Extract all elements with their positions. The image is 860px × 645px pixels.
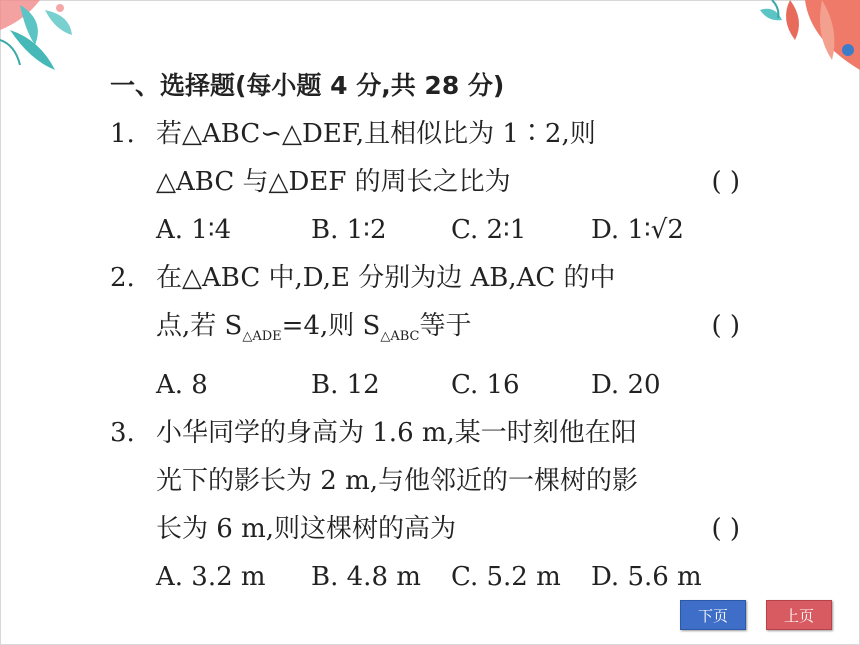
options-row [110,553,750,601]
option-d[interactable]: D. 1∶√2 [591,215,684,245]
floral-decoration-top-right [730,0,860,70]
floral-decoration-top-left [0,0,90,80]
option-b[interactable]: B. 1∶2 [311,215,387,245]
option-b[interactable]: B. 12 [311,370,380,401]
question-1 [110,110,750,254]
question-number: 3. [110,418,135,449]
previous-page-button[interactable]: 上页 [766,600,832,630]
question-text-line: =4,则 S [281,311,381,341]
question-content [110,62,750,601]
question-number: 1. [110,119,135,149]
section-title: 一、选择题(每小题 4 分,共 28 分) [110,71,505,100]
answer-blank[interactable]: ( ) [711,514,740,545]
answer-blank[interactable]: ( ) [711,167,740,197]
question-text-line: 长为 6 m,则这棵树的高为 [156,514,456,545]
answer-blank[interactable]: ( ) [711,311,740,341]
option-b[interactable]: B. 4.8 m [311,562,421,593]
option-c[interactable]: C. 5.2 m [451,562,561,593]
question-2 [110,254,750,409]
question-3 [110,409,750,601]
subscript-abc: △ABC [380,329,420,345]
option-a[interactable]: A. 8 [156,370,208,401]
option-a[interactable]: A. 3.2 m [156,562,266,593]
option-c[interactable]: C. 2∶1 [451,215,527,245]
next-page-button[interactable]: 下页 [680,600,746,630]
option-d[interactable]: D. 5.6 m [591,562,702,593]
question-text-line: 等于 [419,311,472,341]
question-text-line: 点,若 S [156,311,243,341]
question-text-line: 光下的影长为 2 m,与他邻近的一棵树的影 [156,466,638,497]
options-row [110,206,750,254]
question-text-line: 在△ABC 中,D,E 分别为边 AB,AC 的中 [156,263,616,293]
option-d[interactable]: D. 20 [591,370,661,401]
options-row [110,361,750,409]
question-number: 2. [110,263,135,293]
subscript-ade: △ADE [242,329,282,345]
question-text-line: 若△ABC∽△DEF,且相似比为 1∶2,则 [156,119,596,149]
option-a[interactable]: A. 1∶4 [156,215,232,245]
option-c[interactable]: C. 16 [451,370,520,401]
question-text-line: 小华同学的身高为 1.6 m,某一时刻他在阳 [156,418,637,449]
question-text-line: △ABC 与△DEF 的周长之比为 [156,167,511,197]
